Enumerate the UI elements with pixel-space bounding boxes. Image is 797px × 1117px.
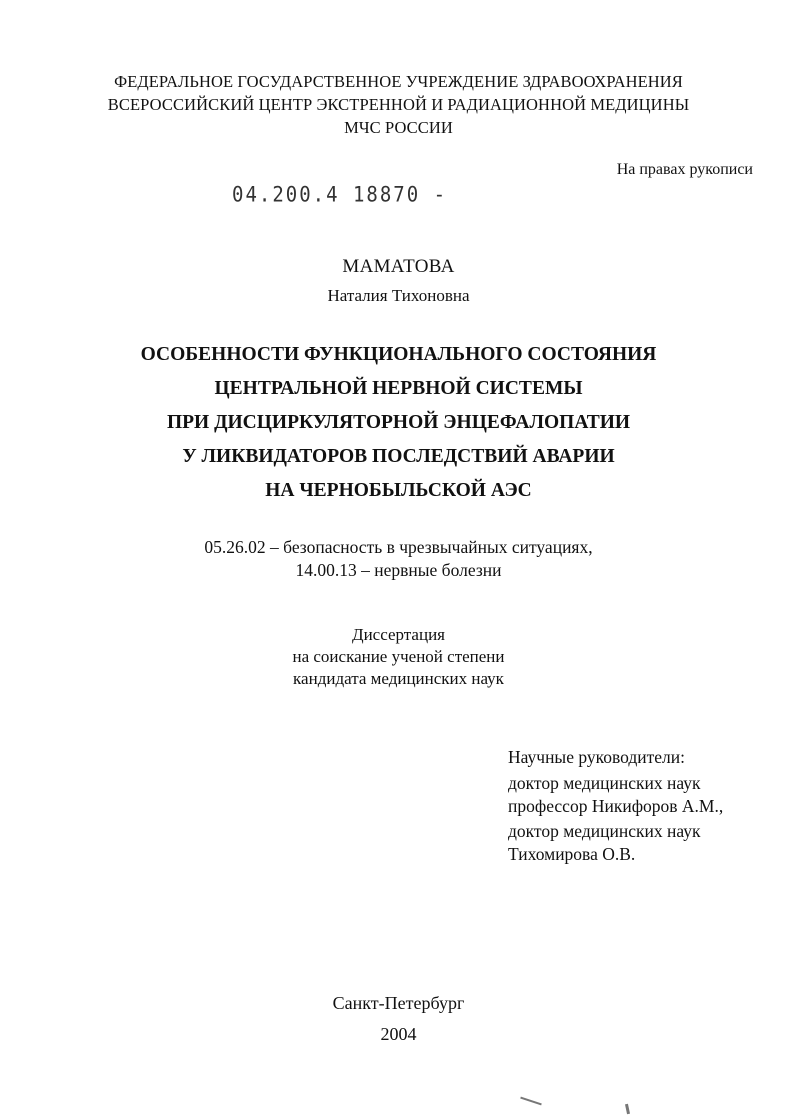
degree-line-3: кандидата медицинских наук <box>293 669 504 688</box>
title-line-5: НА ЧЕРНОБЫЛЬСКОЙ АЭС <box>265 480 532 501</box>
supervisor-2-name: Тихомирова О.В. <box>508 844 636 864</box>
organization-line-1: ФЕДЕРАЛЬНОЕ ГОСУДАРСТВЕННОЕ УЧРЕЖДЕНИЕ ЗДРАВООХРАНЕНИЯ <box>114 72 683 91</box>
organization-line-2: ВСЕРОССИЙСКИЙ ЦЕНТР ЭКСТРЕННОЙ И РАДИАЦИОННОЙ МЕДИЦИНЫ <box>107 95 690 114</box>
title-line-1: ОСОБЕННОСТИ ФУНКЦИОНАЛЬНОГО СОСТОЯНИЯ <box>140 344 657 365</box>
supervisor-1-degree: доктор медицинских наук <box>508 773 701 793</box>
supervisors-heading: Научные руководители: <box>508 747 685 767</box>
title-line-4: У ЛИКВИДАТОРОВ ПОСЛЕДСТВИЙ АВАРИИ <box>182 446 615 467</box>
city: Санкт-Петербург <box>332 993 465 1013</box>
scan-artifact-mark <box>520 1097 542 1106</box>
specialty-codes <box>0 536 797 582</box>
manuscript-note: На правах рукописи <box>616 161 753 178</box>
author-surname: МАМАТОВА <box>342 256 455 277</box>
supervisor-2-degree: доктор медицинских наук <box>508 821 701 841</box>
title-line-3: ПРИ ДИСЦИРКУЛЯТОРНОЙ ЭНЦЕФАЛОПАТИИ <box>166 412 631 433</box>
author-given-names: Наталия Тихоновна <box>327 286 470 305</box>
year: 2004 <box>380 1024 417 1044</box>
supervisor-1-name: профессор Никифоров А.М., <box>508 796 724 816</box>
scientific-supervisors <box>508 746 723 866</box>
degree-line-2: на соискание ученой степени <box>292 647 505 666</box>
registration-stamp: 04.200.4 18870 - <box>232 182 448 208</box>
scan-artifact-mark <box>625 1104 630 1114</box>
organization-line-3: МЧС РОССИИ <box>344 118 453 137</box>
dissertation-title <box>0 338 797 508</box>
degree-line-1: Диссертация <box>351 625 445 644</box>
specialty-line-1: 05.26.02 – безопасность в чрезвычайных ситуациях, <box>204 537 593 557</box>
specialty-line-2: 14.00.13 – нервные болезни <box>295 560 502 580</box>
title-line-2: ЦЕНТРАЛЬНОЙ НЕРВНОЙ СИСТЕМЫ <box>214 378 583 399</box>
organization-header <box>0 70 797 139</box>
degree-statement <box>0 624 797 690</box>
